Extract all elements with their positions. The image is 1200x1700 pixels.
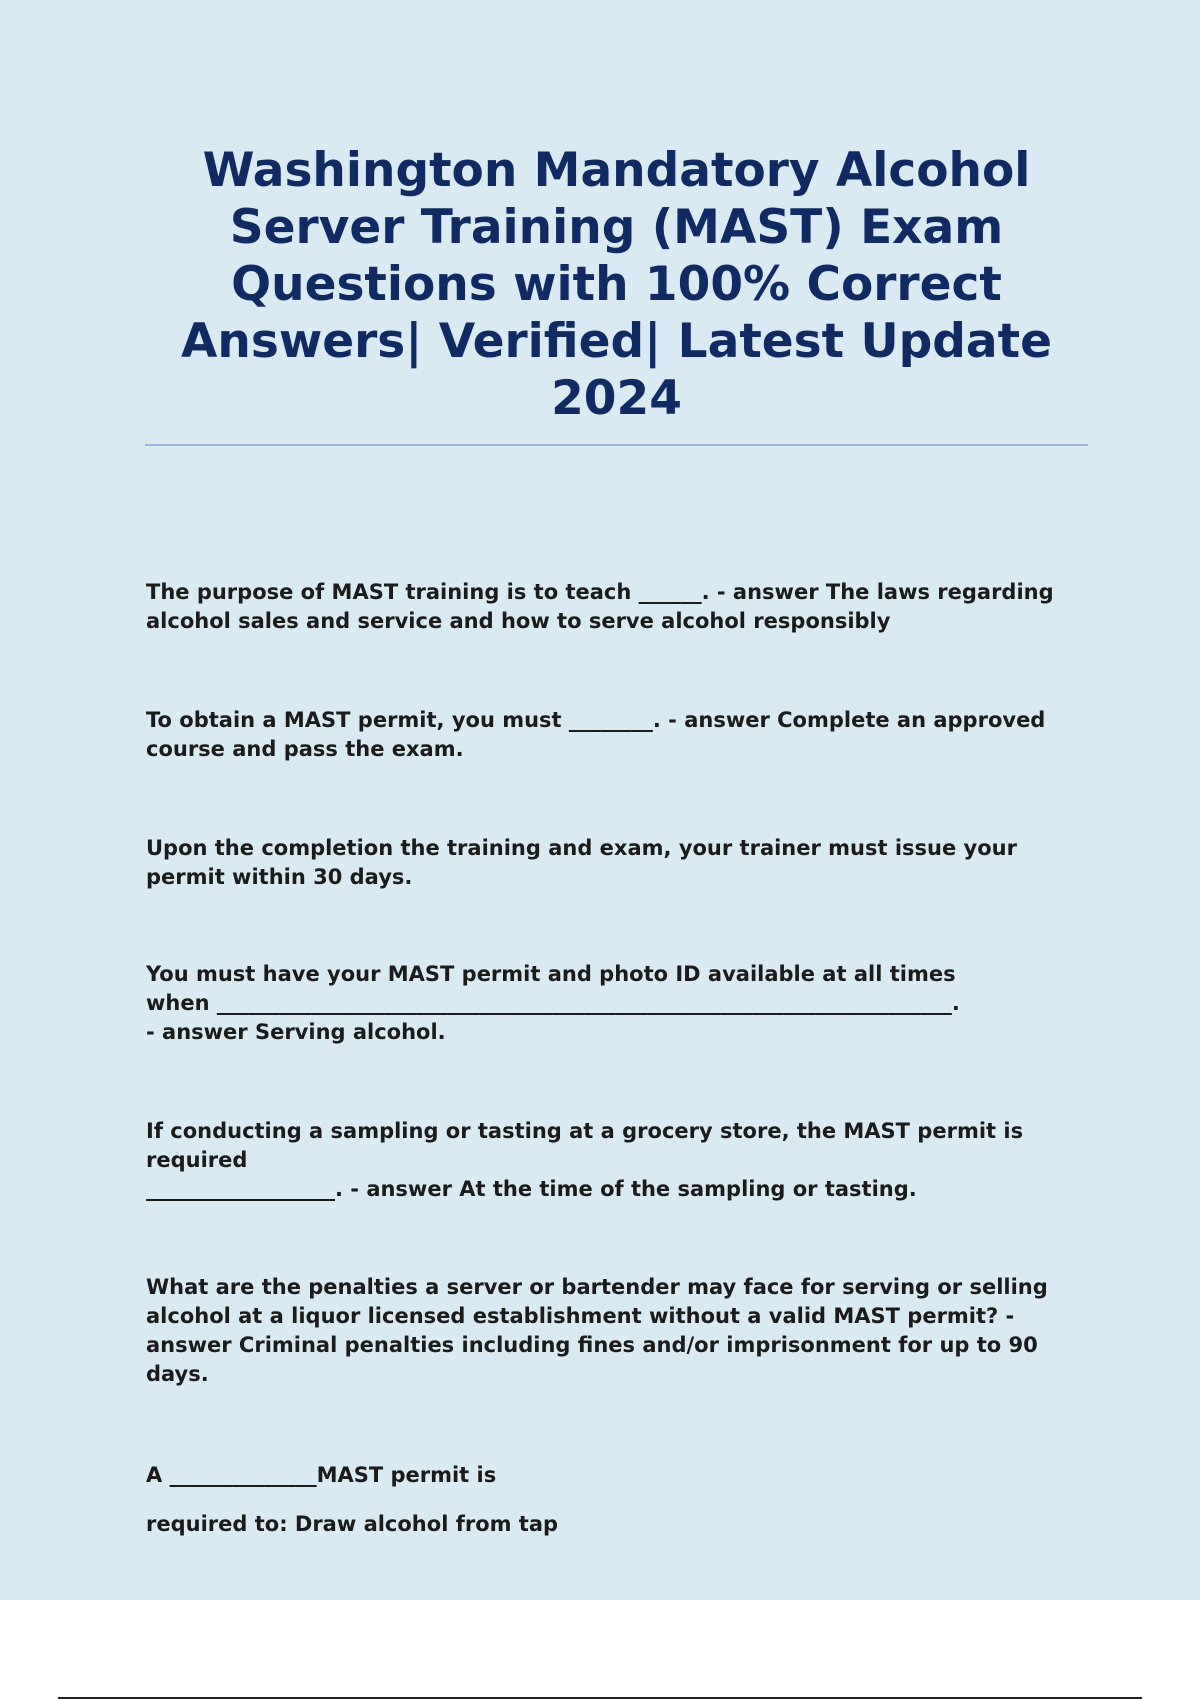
qa-item-5-line-1: If conducting a sampling or tasting at a grocery store, the MAST permit is required — [146, 1119, 1024, 1172]
footer-divider — [58, 1697, 1142, 1699]
qa-item-6 — [146, 1273, 1096, 1389]
qa-item-1-text: The purpose of MAST training is to teach ______. - answer The laws regarding alcohol sales and service and how to serve alcohol responsibly — [146, 580, 1061, 633]
qa-item-4-line-1: You must have your MAST permit and photo ID available at all times — [146, 962, 956, 986]
qa-item-2 — [146, 706, 1096, 764]
qa-item-7-line-1: A ______________MAST permit is — [146, 1463, 497, 1487]
qa-item-3 — [146, 834, 1096, 892]
qa-item-4-line-2: when ______________________________________________________________________. — [146, 991, 960, 1015]
document-title: Washington Mandatory Alcohol Server Training (MAST) Exam Questions with 100% Correct Answers| Verified| Latest Update 2024 — [181, 143, 1052, 426]
title-divider — [145, 444, 1088, 446]
qa-item-2-text: To obtain a MAST permit, you must ________. - answer Complete an approved course and pass the exam. — [146, 708, 1053, 761]
qa-item-5 — [146, 1117, 1096, 1204]
qa-item-4-line-3: - answer Serving alcohol. — [146, 1020, 446, 1044]
qa-item-5-line-2: __________________. - answer At the time of the sampling or tasting. — [146, 1177, 917, 1201]
qa-item-1 — [146, 578, 1096, 636]
qa-item-7-line-2: required to: Draw alcohol from tap — [146, 1512, 559, 1536]
qa-item-6-text: What are the penalties a server or bartender may face for serving or selling alcohol at a liquor licensed establishment without a valid MAST permit? - answer Criminal penalties including fines and/or imprisonment for up to 90 days. — [146, 1275, 1056, 1386]
qa-item-4 — [146, 960, 1096, 1047]
qa-item-3-text: Upon the completion the training and exam, your trainer must issue your permit within 30 days. — [146, 836, 1025, 889]
qa-item-7 — [146, 1461, 1096, 1539]
